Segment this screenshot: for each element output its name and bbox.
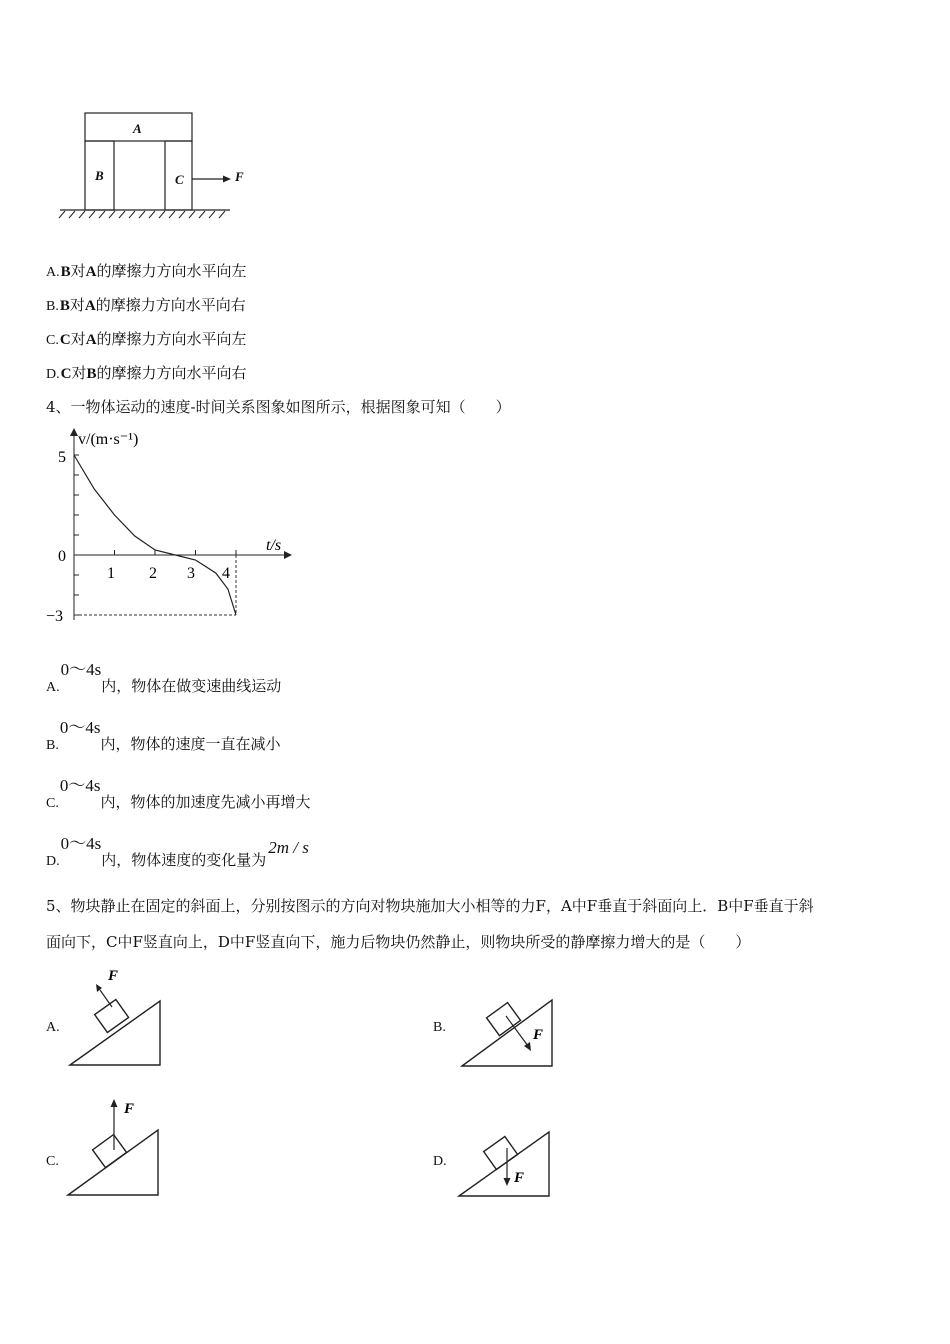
x-axis-label: t/s xyxy=(266,537,282,554)
force-arrow xyxy=(192,176,231,183)
force-label: F xyxy=(514,1170,525,1186)
q5-incline-a xyxy=(66,965,166,1070)
label-c: C xyxy=(175,172,184,187)
q3-option-d[interactable]: D.C对B的摩擦力方向水平向右 xyxy=(46,364,247,382)
y-axis-label: v/(m·s⁻¹) xyxy=(78,431,139,448)
y-tick-label-5: 5 xyxy=(58,449,66,466)
q5-option-a-key[interactable]: A. xyxy=(46,1020,60,1035)
q4-option-b[interactable]: B.0～4s内，物体的速度一直在减小 xyxy=(46,718,281,753)
math-interval: 0～4s xyxy=(59,718,101,737)
q3-option-a[interactable]: A.B对A的摩擦力方向水平向左 xyxy=(46,262,247,280)
q5-option-b-key[interactable]: B. xyxy=(433,1020,446,1035)
q3-option-c[interactable]: C.C对A的摩擦力方向水平向左 xyxy=(46,330,247,348)
x-tick-label-2: 2 xyxy=(149,565,157,582)
force-label: F xyxy=(533,1027,544,1043)
math-interval: 0～4s xyxy=(59,776,101,795)
q4-option-d[interactable]: D.0～4s内，物体速度的变化量为2m / s xyxy=(46,834,309,869)
q5-incline-d xyxy=(455,1122,555,1202)
q5-stem-line-1: 5、物块静止在固定的斜面上，分别按图示的方向对物块施加大小相等的力F，A中F垂直于斜面向上．B中F垂直于斜 xyxy=(46,897,814,915)
math-interval: 0～4s xyxy=(60,834,102,853)
x-tick-label-1: 1 xyxy=(107,565,115,582)
q4-option-c[interactable]: C.0～4s内，物体的加速度先减小再增大 xyxy=(46,776,311,811)
y-tick-label-neg3: −3 xyxy=(46,608,64,625)
ground-line xyxy=(59,210,230,218)
velocity-curve xyxy=(74,455,236,615)
velocity-time-chart xyxy=(40,420,300,635)
label-f: F xyxy=(235,169,244,184)
q3-option-b[interactable]: B.B对A的摩擦力方向水平向右 xyxy=(46,296,246,314)
y-tick-label-0: 0 xyxy=(58,548,66,565)
math-interval: 0～4s xyxy=(60,660,102,679)
math-unit: 2m / s xyxy=(268,838,309,857)
force-label: F xyxy=(108,968,119,984)
x-tick-label-3: 3 xyxy=(187,565,195,582)
x-tick-label-4: 4 xyxy=(222,565,230,582)
q4-stem: 4、一物体运动的速度-时间关系图象如图所示，根据图象可知（ ） xyxy=(46,398,511,416)
q5-option-d-key[interactable]: D. xyxy=(433,1154,447,1169)
label-b: B xyxy=(95,168,104,183)
q5-incline-c xyxy=(64,1095,164,1200)
abc-block-figure xyxy=(55,105,255,225)
label-a: A xyxy=(133,121,142,136)
q5-stem-line-2: 面向下，C中F竖直向上，D中F竖直向下，施力后物块仍然静止，则物块所受的静摩擦力增大的是（ ） xyxy=(46,933,751,951)
q4-option-a[interactable]: A.0～4s内，物体在做变速曲线运动 xyxy=(46,660,282,695)
q5-incline-b xyxy=(458,990,558,1070)
q5-option-c-key[interactable]: C. xyxy=(46,1154,59,1169)
force-label: F xyxy=(124,1101,135,1117)
